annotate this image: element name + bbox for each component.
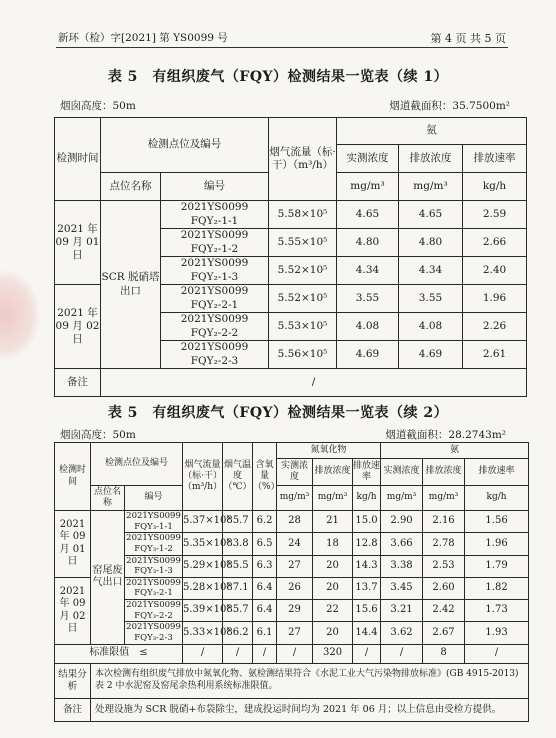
t2-remark-label: 备注 [55,698,91,721]
t1-code: 2021YS0099 FQY₂-2-1 [161,285,269,313]
t2-o2: 6.4 [253,600,277,622]
t2-o2: 6.1 [253,622,277,644]
t1-header-code: 编号 [161,173,269,201]
t2-header-nox-conc: 实测浓度 [277,459,313,486]
t1-date-2: 2021 年 09 月 02 日 [55,285,101,369]
t1-flow: 5.58×10⁵ [269,201,337,229]
t1-rate: 2.66 [463,229,527,257]
t2-code: 2021YS0099 FQY₃-1-2 [126,533,181,554]
t2-header-time: 检测时间 [55,443,91,511]
t1-conc: 4.80 [337,229,399,257]
t1-code: 2021YS0099 FQY₂-1-3 [161,257,269,285]
t2-nox-rate: 15.0 [353,511,381,533]
t2-unit-nox-emit: mg/m³ [313,486,353,511]
t2-limit-value: / [465,644,529,663]
t2-flow: 5.33×10⁵ [183,622,223,644]
t2-flow: 5.35×10⁵ [183,533,223,555]
t2-temp: 87.1 [223,577,253,599]
t2-nox-conc: 24 [277,533,313,555]
t2-temp: 85.5 [223,555,253,577]
t1-unit-emit: mg/m³ [399,173,463,201]
t2-header-nh3-conc: 实测浓度 [381,459,423,486]
table1 [54,117,527,397]
t2-date-2: 2021 年 09 月 02 日 [55,577,91,644]
t2-date-1: 2021 年 09 月 01 日 [55,511,91,578]
t2-code: 2021YS0099 FQY₃-2-2 [126,600,181,621]
t2-header-o2: 含氧量（%） [253,443,277,511]
t2-limit-label: 标准限值 ≤ [55,644,183,663]
t1-emit: 4.65 [399,201,463,229]
t2-nox-rate: 15.6 [353,600,381,622]
t2-nh3-emit: 2.78 [423,533,465,555]
t1-code: 2021YS0099 FQY₂-1-2 [161,229,269,257]
t2-nox-rate: 13.7 [353,577,381,599]
t2-nh3-rate: 1.56 [465,511,529,533]
t1-conc: 4.69 [337,341,399,369]
t2-header-point: 检测点位及编号 [91,443,183,486]
t2-unit-nh3-rate: kg/h [465,486,529,511]
t1-conc: 3.55 [337,285,399,313]
t2-nox-conc: 27 [277,555,313,577]
t2-nox-conc: 26 [277,577,313,599]
table2 [54,442,529,722]
t2-nox-emit: 22 [313,600,353,622]
t2-nh3-emit: 2.16 [423,511,465,533]
t1-emit: 4.34 [399,257,463,285]
t2-nox-emit: 18 [313,533,353,555]
table1-title: 表 5 有组织废气（FQY）检测结果一览表（续 1） [107,69,449,85]
red-seal-stamp [0,270,40,360]
t2-header-temp: 烟气温度（℃） [223,443,253,511]
t2-limit-value: / [353,644,381,663]
t2-header-flow: 烟气流量（标·干）（m³/h） [183,443,223,511]
t2-o2: 6.4 [253,577,277,599]
t2-nox-conc: 29 [277,600,313,622]
t1-code: 2021YS0099 FQY₂-1-1 [161,201,269,229]
t1-header-location: 点位名称 [101,173,161,201]
t1-flow: 5.55×10⁵ [269,229,337,257]
t2-flow: 5.28×10⁵ [183,577,223,599]
t2-nh3-conc: 3.38 [381,555,423,577]
t2-nox-rate: 14.3 [353,555,381,577]
table2-flue-area: 烟道截面积：28.2743m² [385,429,506,441]
t2-nox-conc: 28 [277,511,313,533]
t2-nox-emit: 20 [313,622,353,644]
t1-header-rate: 排放速率 [463,145,527,173]
t1-rate: 2.26 [463,313,527,341]
table2-stack-height: 烟囱高度：50m [60,429,136,441]
t2-o2: 6.3 [253,555,277,577]
t2-unit-nox-rate: kg/h [353,486,381,511]
t2-header-nh3-rate: 排放速率 [465,459,529,486]
t1-rate: 2.40 [463,257,527,285]
t2-nh3-emit: 2.67 [423,622,465,644]
t2-flow: 5.37×10⁵ [183,511,223,533]
t1-emit: 4.08 [399,313,463,341]
t2-nh3-conc: 2.90 [381,511,423,533]
t2-header-nox-emit: 排放浓度 [313,459,353,486]
t1-header-flow: 烟气流量（标·干）（m³/h） [269,118,337,201]
t1-rate: 2.61 [463,341,527,369]
t1-unit-conc: mg/m³ [337,173,399,201]
t2-code: 2021YS0099 FQY₃-2-3 [126,622,181,643]
t2-nh3-conc: 3.21 [381,600,423,622]
t1-rate: 2.59 [463,201,527,229]
t2-limit-value: / [381,644,423,663]
t2-nh3-rate: 1.82 [465,577,529,599]
t1-date-1: 2021 年 09 月 01 日 [55,201,101,285]
t2-header-nh3: 氨 [381,443,529,459]
header-divider [56,47,508,48]
t2-header-nox-rate: 排放速率 [353,459,381,486]
t1-emit: 3.55 [399,285,463,313]
t2-location: 窑尾废气出口 [91,511,125,645]
t2-nox-rate: 12.8 [353,533,381,555]
table1-stack-height: 烟囱高度：50m [60,100,136,112]
t1-remark-value: / [101,369,527,397]
t1-remark-label: 备注 [55,369,101,397]
t1-emit: 4.69 [399,341,463,369]
t1-location: SCR 脱硝塔出口 [101,201,161,369]
t1-conc: 4.34 [337,257,399,285]
table2-title: 表 5 有组织废气（FQY）检测结果一览表（续 2） [107,405,449,421]
t1-unit-rate: kg/h [463,173,527,201]
t2-nh3-conc: 3.45 [381,577,423,599]
t1-emit: 4.80 [399,229,463,257]
t1-flow: 5.52×10⁵ [269,257,337,285]
t2-unit-nh3-conc: mg/m³ [381,486,423,511]
t2-nh3-conc: 3.66 [381,533,423,555]
report-number: 新环（检）字[2021] 第 YS0099 号 [58,32,228,44]
t1-flow: 5.52×10⁵ [269,285,337,313]
t2-nh3-rate: 1.73 [465,600,529,622]
t1-header-time: 检测时间 [55,118,101,201]
t2-analysis-text: 本次检测有组织废气排放中氮氧化物、氨检测结果符合《水泥工业大气污染物排放标准》(GB 4915-2013) 表 2 中水泥窑及窑尾余热利用系统标准限值。 [91,663,529,698]
t1-code: 2021YS0099 FQY₂-2-3 [161,341,269,369]
t2-code: 2021YS0099 FQY₃-2-1 [126,577,181,599]
t2-o2: 6.2 [253,511,277,533]
t2-analysis-label: 结果分析 [55,663,91,698]
page-number: 第 4 页 共 5 页 [430,32,506,45]
t1-code: 2021YS0099 FQY₂-2-2 [161,313,269,341]
t2-limit-value: / [223,644,253,663]
t2-nox-conc: 27 [277,622,313,644]
t2-limit-value: 8 [423,644,465,663]
t2-nh3-conc: 3.62 [381,622,423,644]
t2-limit-value: / [253,644,277,663]
t2-nh3-rate: 1.79 [465,555,529,577]
t1-conc: 4.08 [337,313,399,341]
t2-nh3-emit: 2.60 [423,577,465,599]
t2-unit-nox-conc: mg/m³ [277,486,313,511]
t2-code: 2021YS0099 FQY₃-1-3 [126,555,181,577]
t2-header-code: 编号 [125,486,183,511]
t2-nh3-rate: 1.96 [465,533,529,555]
t2-unit-nh3-emit: mg/m³ [423,486,465,511]
t1-header-point: 检测点位及编号 [101,118,269,173]
t1-conc: 4.65 [337,201,399,229]
t2-temp: 85.7 [223,511,253,533]
t1-header-emit-conc: 排放浓度 [399,145,463,173]
t2-temp: 83.8 [223,533,253,555]
t2-header-location: 点位名称 [91,486,125,511]
t2-nh3-rate: 1.93 [465,622,529,644]
t1-rate: 1.96 [463,285,527,313]
t2-flow: 5.29×10⁵ [183,555,223,577]
t2-limit-value: / [183,644,223,663]
t2-limit-value: 320 [313,644,353,663]
t2-code: 2021YS0099 FQY₃-1-1 [126,511,181,532]
t2-nox-rate: 14.4 [353,622,381,644]
t2-nox-emit: 20 [313,577,353,599]
t2-remark-text: 处理设施为 SCR 脱硝+布袋除尘，建成投运时间均为 2021 年 06 月；以上信息由受检方提供。 [91,698,529,721]
t2-header-nox: 氮氧化物 [277,443,381,459]
t2-flow: 5.39×10⁵ [183,600,223,622]
t2-nox-emit: 21 [313,511,353,533]
t1-flow: 5.53×10⁵ [269,313,337,341]
t2-nh3-emit: 2.53 [423,555,465,577]
t1-header-ammonia: 氨 [337,118,527,145]
t1-flow: 5.56×10⁵ [269,341,337,369]
t2-header-nh3-emit: 排放浓度 [423,459,465,486]
t2-limit-value: / [277,644,313,663]
t2-nox-emit: 20 [313,555,353,577]
t2-o2: 6.5 [253,533,277,555]
t2-temp: 86.2 [223,622,253,644]
t1-header-conc: 实测浓度 [337,145,399,173]
table1-flue-area: 烟道截面积：35.7500m² [389,100,510,112]
t2-temp: 85.7 [223,600,253,622]
t2-nh3-emit: 2.42 [423,600,465,622]
